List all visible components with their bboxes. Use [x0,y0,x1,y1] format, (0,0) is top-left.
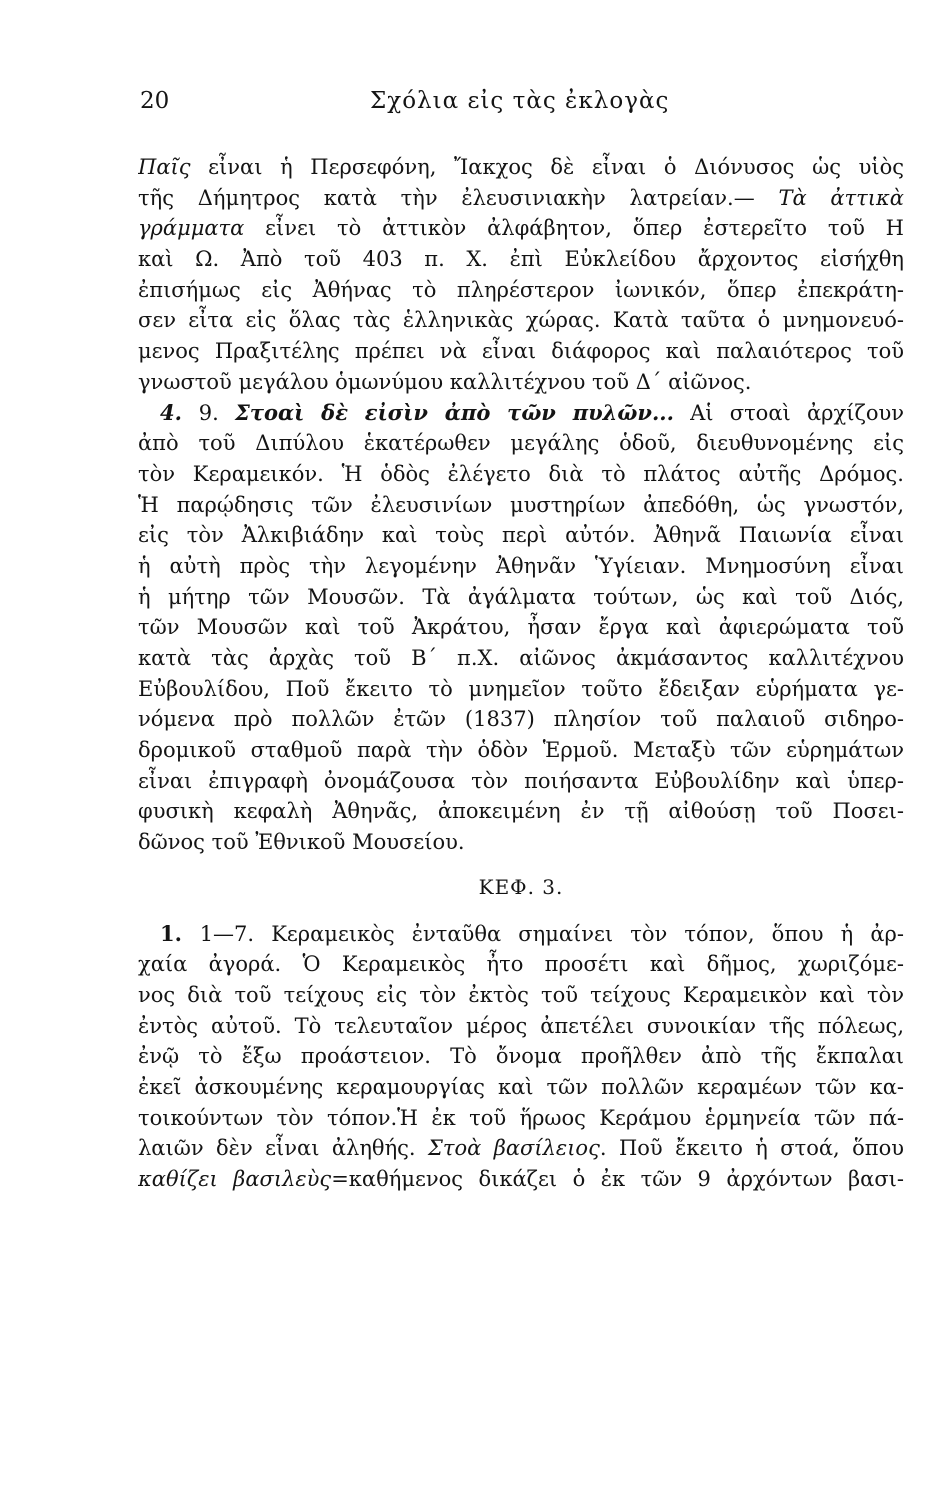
text-run: δῶνος τοῦ Ἐθνικοῦ Μουσείου. [138,830,465,855]
text-run: Στοὰ βασίλειος [428,1136,600,1161]
text-line [138,1041,904,1072]
text-run: Εὐβουλίδου, Ποῦ ἔκειτο τὸ μνημεῖον τοῦτο ἔδειξαν εὑρήματα γε- [138,676,904,701]
text-line [138,1072,904,1103]
text-line [138,305,904,336]
text-run: ἡ αὐτὴ πρὸς τὴν λεγομένην Ἀθηνᾶν Ὑγίειαν. Μνημοσύνη εἶναι [138,553,904,578]
text-run: χαία ἀγορά. Ὁ Κεραμεικὸς ἦτο προσέτι καὶ δῆμος, χωριζόμε- [138,952,904,977]
text-run: μενος Πραξιτέλης πρέπει νὰ εἶναι διάφορος καὶ παλαιότερος τοῦ [138,339,904,364]
paragraph-2 [138,398,904,858]
text-run: τὸν Κεραμεικόν. Ἡ ὁδὸς ἐλέγετο διὰ τὸ πλάτος αὐτῆς Δρόμος. [138,461,904,486]
text-run: γράμματα [138,216,245,241]
text-line [138,275,904,306]
text-run: ἐντὸς αὐτοῦ. Τὸ τελευταῖον μέρος ἀπετέλει συνοικίαν τῆς πόλεως, [138,1013,904,1038]
text-line [138,213,904,244]
text-run: καὶ Ω. Ἀπὸ τοῦ 403 π. Χ. ἐπὶ Εὐκλείδου ἄρχοντος εἰσήχθη [138,247,904,272]
text-run: . Ποῦ ἔκειτο ἡ στοά, ὅπου [599,1136,904,1161]
text-line [138,398,904,429]
text-run: 1. [160,920,200,946]
text-run: εἶνει τὸ ἀττικὸν ἀλφάβητον, ὅπερ ἐστερεῖτο τοῦ Η [244,216,904,241]
text-run: κατὰ τὰς ἀρχὰς τοῦ Β΄ π.Χ. αἰῶνος ἀκμάσαντος καλλιτέχνου [138,646,904,670]
text-run: νος διὰ τοῦ τείχους εἰς τὸν ἐκτὸς τοῦ τείχους Κεραμεικὸν καὶ τὸν [138,982,904,1007]
text-line [138,428,904,459]
text-line [138,152,904,183]
text-run: ἡ μήτηρ τῶν Μουσῶν. Τὰ ἀγάλματα τούτων, ὡς καὶ τοῦ Διός, [138,584,904,609]
text-run: 4. [160,399,199,425]
chapter-heading: ΚΕΦ. 3. [478,874,564,899]
text-run: ἐνῷ τὸ ἔξω προάστειον. Τὸ ὄνομα προῆλθεν ἀπὸ τῆς ἔκπαλαι [138,1044,904,1069]
text-line [138,1133,904,1164]
text-run: Ἡ παρῴδησις τῶν ἐλευσινίων μυστηρίων ἀπεδόθη, ὡς γνωστόν, [138,492,904,517]
page-number: 20 [140,88,170,114]
text-run: Στοαὶ δὲ εἰσὶν ἀπὸ τῶν πυλῶν... [235,399,674,425]
text-run: δρομικοῦ σταθμοῦ παρὰ τὴν ὁδὸν Ἑρμοῦ. Μεταξὺ τῶν εὑρημάτων [138,738,904,763]
body-text [138,152,904,1195]
text-run: νόμενα πρὸ πολλῶν ἐτῶν (1837) πλησίον τοῦ παλαιοῦ σιδηρο- [138,707,904,732]
text-run: εἶναι ἡ Περσεφόνη, Ἴακχος δὲ εἶναι ὁ Διόνυσος ὡς υἱὸς [190,155,904,179]
text-run: 1—7. Κεραμεικὸς ἐνταῦθα σημαίνει τὸν τόπον, ὅπου ἡ ἀρ- [199,921,904,946]
text-line [138,183,904,214]
text-line [138,459,904,490]
text-run: Τὰ ἀττικὰ [778,185,904,210]
text-run: τοικούντων τὸν τόπον.Ἡ ἐκ τοῦ ἥρωος Κεράμου ἑρμηνεία τῶν πά- [138,1105,904,1130]
text-run: ἐπισήμως εἰς Ἀθήνας τὸ πληρέστερον ἰωνικόν, ὅπερ ἐπεκράτη- [138,277,904,302]
text-run: ἐκεῖ ἀσκουμένης κεραμουργίας καὶ τῶν πολλῶν κεραμέων τῶν κα- [138,1074,904,1099]
text-line [138,520,904,551]
text-run: Αἱ στοαὶ ἀρχίζουν [673,400,904,425]
text-run: Παῖς [138,155,191,179]
paragraph-3 [138,919,904,1195]
text-run: φυσικὴ κεφαλὴ Ἀθηνᾶς, ἀποκειμένη ἐν τῇ αἰθούσῃ τοῦ Ποσει- [138,799,904,824]
text-line [138,1011,904,1042]
text-line [138,551,904,582]
text-line [138,612,904,643]
text-run: =καθήμενος δικάζει ὁ ἐκ τῶν 9 ἀρχόντων βασι- [331,1167,904,1191]
text-line [138,490,904,521]
text-run: ἀπὸ τοῦ Διπύλου ἑκατέρωθεν μεγάλης ὁδοῦ, διευθυνομένης εἰς [138,431,904,456]
page-header [140,88,910,128]
text-run: γνωστοῦ μεγάλου ὁμωνύμου καλλιτέχνου τοῦ Δ΄ αἰῶνος. [138,369,752,394]
text-line [138,1164,904,1195]
text-line [138,827,904,858]
text-line [138,949,904,980]
text-line [138,735,904,766]
text-line [138,367,904,398]
text-run: εἶναι ἐπιγραφὴ ὀνομάζουσα τὸν ποιήσαντα Εὐβουλίδην καὶ ὑπερ- [138,768,904,793]
text-line [138,704,904,735]
text-run: τῆς Δήμητρος κατὰ τὴν ἐλευσινιακὴν λατρείαν.— [138,185,779,210]
text-run: σεν εἶτα εἰς ὅλας τὰς ἑλληνικὰς χώρας. Κατὰ ταῦτα ὁ μνημονευό- [138,308,904,333]
text-run: 9. [198,400,236,425]
text-line [138,643,904,674]
paragraph-1 [138,152,904,398]
text-line [138,1103,904,1134]
text-line [138,244,904,275]
text-line [138,582,904,613]
text-line [138,980,904,1011]
text-run: τῶν Μουσῶν καὶ τοῦ Ἀκράτου, ἦσαν ἔργα καὶ ἀφιερώματα τοῦ [138,615,904,640]
text-run: καθίζει βασιλεὺς [138,1167,332,1191]
text-run: εἰς τὸν Ἀλκιβιάδην καὶ τοὺς περὶ αὐτόν. Ἀθηνᾶ Παιωνία εἶναι [138,523,904,548]
text-line [138,919,904,950]
text-line [138,766,904,797]
text-line [138,674,904,705]
text-line [138,336,904,367]
text-line [138,796,904,827]
text-run: λαιῶν δὲν εἶναι ἀληθής. [138,1136,429,1161]
running-title: Σχόλια εἰς τὰς ἐκλογὰς [370,88,670,114]
